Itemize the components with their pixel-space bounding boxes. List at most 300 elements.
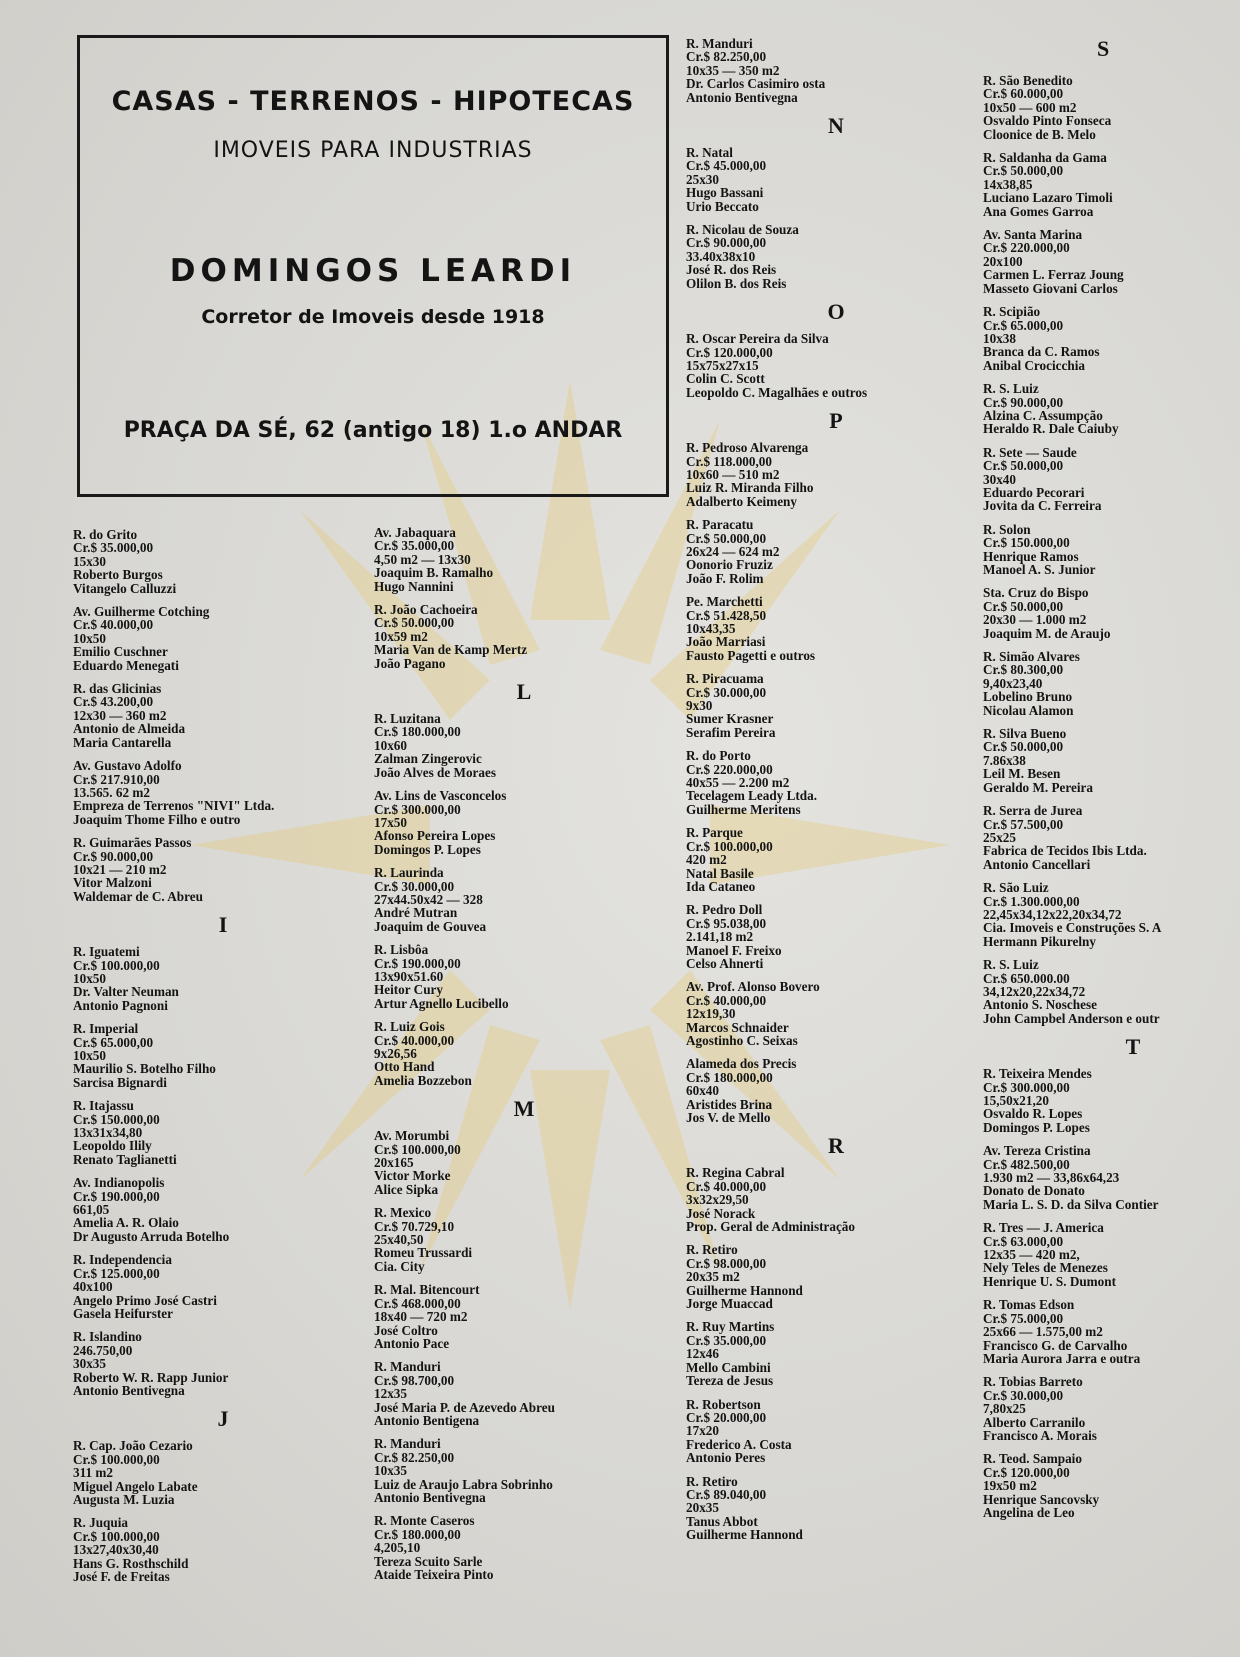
property-listing [374, 603, 674, 670]
listing-line: 18x40 — 720 m2 [374, 1309, 468, 1325]
listing-line: Luiz de Araujo Labra Sobrinho [374, 1476, 553, 1492]
listing-line: 17x50 [374, 814, 407, 830]
listing-line: 9x26,56 [374, 1046, 417, 1061]
property-listing [374, 789, 674, 856]
listing-line: Afonso Pereira Lopes [374, 828, 496, 844]
property-listing [686, 1243, 986, 1310]
property-listing [983, 382, 1240, 436]
listing-line: 40x100 [73, 1279, 113, 1295]
listing-line: Cr.$ 217.910,00 [73, 771, 160, 787]
listing-line: Tanus Abbot [686, 1513, 758, 1529]
listing-line: Marcos Schnaider [686, 1019, 789, 1035]
property-listing [983, 650, 1240, 717]
listing-line: Fausto Pagetti e outros [686, 647, 816, 663]
listing-line: 27x44.50x42 — 328 [374, 891, 483, 907]
listing-line: Leil M. Besen [983, 766, 1061, 782]
listing-line: 22,45x34,12x22,20x34,72 [983, 906, 1122, 922]
listing-line: Alice Sipka [374, 1181, 439, 1197]
listing-line: 9x30 [686, 698, 713, 714]
listing-line: Eduardo Pecorari [983, 484, 1085, 500]
section-letter: R [828, 1133, 844, 1159]
listing-line: Cr.$ 50.000,00 [983, 739, 1064, 755]
listing-address: Av. Gustavo Adolfo [73, 758, 182, 774]
listing-line: Frederico A. Costa [686, 1436, 792, 1452]
listing-line: Manoel A. S. Junior [983, 562, 1096, 577]
listing-line: Colin C. Scott [686, 371, 765, 387]
listing-address: Pe. Marchetti [686, 594, 763, 610]
listing-line: Cr.$ 50.000,00 [374, 615, 455, 631]
property-listing [686, 223, 986, 290]
listing-line: 4,50 m2 — 13x30 [374, 551, 471, 567]
property-listing [686, 1475, 986, 1542]
listing-line: Fabrica de Tecidos Ibis Ltda. [983, 843, 1147, 859]
listing-line: 15,50x21,20 [983, 1093, 1049, 1108]
listing-line: Olilon B. dos Reis [686, 275, 787, 291]
listing-line: Augusta M. Luzia [73, 1491, 175, 1507]
ad-subheadline: IMOVEIS PARA INDUSTRIAS [213, 138, 533, 163]
listing-line: Leopoldo C. Magalhães e outros [686, 384, 868, 400]
listing-address: R. Manduri [686, 36, 753, 51]
listing-address: R. Itajassu [73, 1098, 134, 1114]
listing-line: Renato Taglianetti [73, 1151, 177, 1167]
listing-line: Cr.$ 82.250,00 [686, 49, 767, 65]
listing-line: Guilherme Hannond [686, 1282, 803, 1298]
listing-line: Cr.$ 120.000,00 [983, 1464, 1070, 1480]
listing-address: R. Juquia [73, 1515, 128, 1531]
property-listing [983, 228, 1240, 295]
property-listing [73, 1099, 373, 1166]
listing-line: Antonio S. Noschese [983, 997, 1097, 1013]
listing-line: Jovita da C. Ferreira [983, 498, 1102, 514]
listing-line: 13x27,40x30,40 [73, 1542, 159, 1558]
listing-line: Cr.$ 30.000,00 [374, 878, 455, 894]
listing-line: Antonio Bentivegna [73, 1382, 185, 1398]
listing-line: Serafim Pereira [686, 724, 776, 740]
section-letter: J [217, 1406, 229, 1432]
listing-line: Joaquim de Gouvea [374, 918, 487, 934]
listing-line: Francisco G. de Carvalho [983, 1337, 1128, 1353]
listing-line: José Coltro [374, 1322, 438, 1338]
listing-address: R. Guimarães Passos [73, 835, 192, 851]
listing-address: R. Serra de Jurea [983, 803, 1083, 819]
listing-line: Cr.$ 60.000,00 [983, 86, 1064, 102]
property-listing [374, 1437, 674, 1504]
listing-line: Lobelino Bruno [983, 689, 1073, 705]
property-listing [73, 1176, 373, 1243]
property-listing [686, 595, 986, 662]
listing-line: 10x35 [374, 1463, 407, 1479]
listing-line: Cr.$ 150.000,00 [983, 535, 1070, 551]
listing-address: R. Lisbôa [374, 942, 429, 958]
listing-line: Cr.$ 190.000,00 [73, 1188, 160, 1204]
listing-line: Joaquim B. Ramalho [374, 565, 494, 581]
listing-address: R. Independencia [73, 1252, 172, 1268]
listing-line: 25x66 — 1.575,00 m2 [983, 1324, 1103, 1340]
listing-address: Av. Santa Marina [983, 227, 1083, 243]
property-listing [73, 759, 373, 826]
listing-address: R. Oscar Pereira da Silva [686, 331, 829, 347]
listing-line: Masseto Giovani Carlos [983, 280, 1118, 296]
section-letter: S [1097, 36, 1110, 61]
listing-address: R. Retiro [686, 1473, 738, 1489]
listing-line: Guilherme Hannond [686, 1527, 803, 1543]
listing-line: Cia. Imoveis e Construções S. A [983, 920, 1162, 936]
listing-line: Jos V. de Mello [686, 1110, 771, 1125]
listing-address: R. Regina Cabral [686, 1165, 785, 1181]
listing-line: Cloonice de B. Melo [983, 126, 1096, 142]
listing-line: 33.40x38x10 [686, 248, 756, 264]
listing-line: Cr.$ 125.000,00 [73, 1265, 160, 1281]
listing-line: Miguel Angelo Labate [73, 1478, 198, 1494]
listing-line: Cr.$ 75.000,00 [983, 1310, 1064, 1326]
listing-line: 10x60 — 510 m2 [686, 466, 780, 482]
listing-line: 1.930 m2 — 33,86x64,23 [983, 1170, 1120, 1186]
listing-line: Cr.$ 65.000,00 [73, 1034, 154, 1050]
listing-line: Maria L. S. D. da Silva Contier [983, 1196, 1159, 1212]
property-listing [686, 441, 986, 508]
listing-address: Sta. Cruz do Bispo [983, 585, 1089, 601]
property-listing [374, 1206, 674, 1273]
listing-line: Heraldo R. Dale Caiuby [983, 421, 1119, 437]
listing-line: João F. Rolim [686, 570, 764, 586]
listing-address: R. Teod. Sampaio [983, 1451, 1082, 1467]
listing-line: Cr.$ 120.000,00 [686, 344, 773, 360]
listing-line: Victor Morke [374, 1168, 451, 1184]
listing-line: Roberto Burgos [73, 567, 163, 583]
listing-address: R. Sete — Saude [983, 444, 1077, 460]
listing-line: 14x38,85 [983, 176, 1033, 192]
listing-address: R. S. Luiz [983, 957, 1039, 973]
section-letter: O [827, 299, 845, 325]
listing-stack [983, 74, 1240, 1519]
listing-line: Natal Basile [686, 865, 754, 881]
listing-line: Antonio Bentivegna [374, 1489, 486, 1505]
listing-line: 10x38 [983, 330, 1016, 346]
listing-address: R. Parque [686, 825, 743, 841]
property-listing [686, 1166, 986, 1233]
listing-line: 10x50 [73, 970, 106, 986]
listing-line: Vitangelo Calluzzi [73, 580, 177, 596]
listing-line: Nely Teles de Menezes [983, 1260, 1108, 1276]
property-listing [374, 712, 674, 779]
listing-line: Cr.$ 40.000,00 [686, 1178, 767, 1194]
property-listing [686, 332, 986, 399]
property-listing [374, 1129, 674, 1196]
listing-line: Cr.$ 89.040,00 [686, 1486, 767, 1502]
listing-address: R. das Glicinias [73, 681, 162, 697]
listing-line: Henrique U. S. Dumont [983, 1273, 1116, 1289]
listing-address: R. Piracuama [686, 671, 764, 687]
listing-line: Nicolau Alamon [983, 702, 1074, 718]
listing-line: João Marriasi [686, 634, 766, 650]
listing-line: Cr.$ 180.000,00 [374, 1526, 461, 1542]
listing-address: R. Scipião [983, 304, 1041, 320]
listing-line: Cr.$ 51.428,50 [686, 607, 767, 623]
listing-line: 2.141,18 m2 [686, 929, 754, 945]
listing-line: 13x90x51.60 [374, 968, 444, 984]
listing-line: Tereza de Jesus [686, 1373, 774, 1389]
listing-address: R. Tomas Edson [983, 1297, 1075, 1313]
listing-line: Maria Cantarella [73, 734, 172, 750]
listing-line: 7,80x25 [983, 1401, 1026, 1417]
property-listing [983, 305, 1240, 372]
listing-line: Hugo Nannini [374, 578, 454, 594]
listing-line: Cr.$ 50.000,00 [983, 458, 1064, 474]
listing-line: Antonio Peres [686, 1450, 766, 1466]
listing-line: Maurilio S. Botelho Filho [73, 1061, 216, 1077]
listing-line: 9,40x23,40 [983, 675, 1043, 691]
listing-address: R. Iguatemi [73, 944, 140, 960]
section-letter: T [1125, 1034, 1141, 1060]
ad-broker-name: DOMINGOS LEARDI [169, 253, 577, 289]
listing-line: Luciano Lazaro Timoli [983, 190, 1113, 206]
property-listing [983, 1144, 1240, 1211]
listing-line: 25x40,50 [374, 1232, 424, 1248]
property-listing [686, 749, 986, 816]
listing-line: Cr.$ 63.000,00 [983, 1233, 1064, 1249]
listing-line: José F. de Freitas [73, 1569, 170, 1584]
listing-line: Hugo Bassani [686, 185, 764, 201]
listing-line: 13x31x34,80 [73, 1125, 143, 1141]
property-listing [73, 528, 373, 595]
listing-line: Cr.$ 65.000,00 [983, 317, 1064, 333]
listing-line: Cr.$ 45.000,00 [686, 158, 767, 174]
listing-line: Ataide Teixeira Pinto [374, 1567, 494, 1582]
listing-line: Celso Ahnerti [686, 955, 764, 971]
listing-line: Eduardo Menegati [73, 657, 179, 673]
listing-line: 12x35 — 420 m2, [983, 1247, 1080, 1263]
listing-address: R. Saldanha da Gama [983, 150, 1107, 166]
listing-line: Sumer Krasner [686, 711, 774, 727]
listing-line: Cr.$ 57.500,00 [983, 816, 1064, 832]
property-listing [686, 518, 986, 585]
listing-line: Cia. City [374, 1258, 425, 1274]
listing-line: 25x25 [983, 829, 1016, 845]
listing-line: Mello Cambini [686, 1359, 771, 1375]
listing-line: 34,12x20,22x34,72 [983, 983, 1086, 999]
listing-line: Dr. Valter Neuman [73, 984, 179, 1000]
property-listing [983, 586, 1240, 640]
property-listing [73, 605, 373, 672]
property-listing [73, 1253, 373, 1320]
property-listing [983, 1298, 1240, 1365]
listing-line: Cr.$ 300.000,00 [374, 801, 461, 817]
listing-line: Cr.$ 82.250,00 [374, 1449, 455, 1465]
listing-line: Francisco A. Morais [983, 1427, 1097, 1443]
listing-line: Domingos P. Lopes [983, 1119, 1090, 1135]
listing-line: Hermann Pikurelny [983, 933, 1096, 949]
listing-line: 10x21 — 210 m2 [73, 861, 167, 877]
listing-line: 17x20 [686, 1423, 719, 1439]
listing-line: 661,05 [73, 1202, 110, 1218]
listing-line: Urio Beccato [686, 198, 759, 214]
listing-address: R. Cap. João Cezario [73, 1438, 193, 1454]
section-letter: P [829, 408, 843, 434]
listing-line: 25x30 [686, 171, 719, 187]
listing-line: 15x30 [73, 553, 106, 569]
property-listing [686, 1398, 986, 1465]
property-listing [983, 1452, 1240, 1519]
listing-line: Osvaldo R. Lopes [983, 1106, 1083, 1122]
listing-line: Angelina de Leo [983, 1504, 1075, 1520]
listing-line: 20x30 — 1.000 m2 [983, 612, 1087, 628]
listing-line: Ida Cataneo [686, 878, 756, 894]
listing-address: Av. Lins de Vasconcelos [374, 788, 507, 804]
listing-line: 60x40 [686, 1083, 719, 1099]
listing-address: Av. Jabaquara [374, 525, 456, 540]
listing-line: 12x30 — 360 m2 [73, 707, 167, 723]
listing-line: Joaquim M. de Araujo [983, 625, 1111, 641]
listing-line: Heitor Cury [374, 982, 443, 998]
property-listing [983, 1221, 1240, 1288]
listing-line: Cr.$ 220.000,00 [686, 761, 773, 777]
property-listing [983, 881, 1240, 948]
listing-line: Maria Van de Kamp Mertz [374, 642, 528, 658]
listing-line: Antonio Pace [374, 1335, 450, 1351]
listing-line: Cr.$ 100.000,00 [374, 1141, 461, 1157]
listing-address: R. Manduri [374, 1436, 441, 1452]
property-listing [73, 945, 373, 1012]
section-letter: M [513, 1096, 535, 1122]
property-listing [374, 943, 674, 1010]
listing-line: Cr.$ 43.200,00 [73, 694, 154, 710]
property-listing [983, 804, 1240, 871]
listing-line: Cr.$ 40.000,00 [73, 617, 154, 633]
listing-line: Cr.$ 220.000,00 [983, 240, 1070, 256]
listing-line: Donato de Donato [983, 1183, 1085, 1199]
listing-line: José Maria P. de Azevedo Abreu [374, 1399, 555, 1415]
listing-line: 12x46 [686, 1346, 719, 1362]
listing-address: R. Silva Bueno [983, 726, 1067, 742]
listing-line: Cr.$ 190.000,00 [374, 955, 461, 971]
listing-line: 3x32x29,50 [686, 1192, 749, 1208]
listing-line: José R. dos Reis [686, 262, 777, 278]
listing-line: Osvaldo Pinto Fonseca [983, 113, 1112, 129]
listing-line: Cr.$ 118.000,00 [686, 453, 772, 469]
listing-address: R. Tobias Barreto [983, 1374, 1083, 1390]
listing-line: Cr.$ 70.729,10 [374, 1218, 455, 1234]
listing-line: Amelia Bozzebon [374, 1072, 472, 1088]
listing-line: Dr. Carlos Casimiro osta [686, 76, 826, 92]
listing-address: R. Islandino [73, 1329, 142, 1345]
property-listing [374, 1514, 674, 1581]
property-listing [686, 672, 986, 739]
listing-address: R. Pedroso Alvarenga [686, 440, 809, 456]
listing-address: R. Mexico [374, 1205, 432, 1221]
listing-address: Alameda dos Precis [686, 1056, 797, 1072]
listing-line: Luiz R. Miranda Filho [686, 480, 814, 496]
listing-line: 20x35 m2 [686, 1269, 740, 1285]
listing-line: 246.750,00 [73, 1342, 133, 1358]
property-listing [983, 446, 1240, 513]
listing-line: Cr.$ 35.000,00 [686, 1332, 767, 1348]
listing-address: R. Ruy Martins [686, 1319, 775, 1335]
advertisement-box [77, 35, 669, 497]
listing-address: R. Natal [686, 145, 733, 161]
listing-line: Cr.$ 180.000,00 [374, 724, 461, 740]
property-listing [686, 826, 986, 893]
listing-line: Roberto W. R. Rapp Junior [73, 1369, 229, 1385]
listing-line: Guilherme Meritens [686, 801, 801, 817]
listing-line: Antonio de Almeida [73, 721, 186, 737]
listing-address: Av. Tereza Cristina [983, 1143, 1091, 1159]
listing-address: R. Tres — J. America [983, 1220, 1104, 1236]
listing-address: R. do Grito [73, 527, 138, 542]
listing-line: 26x24 — 624 m2 [686, 543, 780, 559]
listing-column-3 [686, 37, 986, 1552]
property-listing [983, 151, 1240, 218]
listing-line: Aristides Brina [686, 1096, 773, 1112]
listing-line: 13.565. 62 m2 [73, 784, 150, 800]
property-listing [73, 1516, 373, 1583]
property-listing [983, 1067, 1240, 1134]
listing-address: R. Monte Caseros [374, 1513, 475, 1529]
listing-address: R. S. Luiz [983, 381, 1039, 397]
listing-line: Angelo Primo José Castri [73, 1292, 217, 1308]
listing-address: Av. Indianopolis [73, 1175, 165, 1191]
listing-line: Cr.$ 30.000,00 [686, 684, 767, 700]
listing-line: 15x75x27x15 [686, 357, 759, 373]
property-listing [983, 727, 1240, 794]
listing-line: Cr.$ 40.000,00 [374, 1032, 455, 1048]
listing-line: Henrique Ramos [983, 548, 1079, 564]
listing-line: João Alves de Moraes [374, 764, 496, 780]
listing-address: R. Manduri [374, 1359, 441, 1375]
listing-line: Sarcisa Bignardi [73, 1074, 167, 1090]
listing-address: R. Retiro [686, 1242, 738, 1258]
listing-line: Prop. Geral de Administração [686, 1219, 855, 1235]
listing-line: Cr.$ 35.000,00 [73, 540, 154, 556]
listing-line: 12x35 [374, 1386, 407, 1402]
listing-address: R. Solon [983, 521, 1031, 537]
listing-line: 19x50 m2 [983, 1478, 1037, 1494]
listing-address: R. Pedro Doll [686, 902, 763, 918]
listing-line: John Campbel Anderson e outr [983, 1010, 1160, 1026]
listing-address: R. Robertson [686, 1396, 761, 1412]
property-listing [686, 1320, 986, 1387]
listing-line: Leopoldo Ilily [73, 1138, 152, 1154]
listing-line: João Pagano [374, 655, 446, 671]
listing-line: 10x50 — 600 m2 [983, 99, 1077, 115]
listing-line: Cr.$ 50.000,00 [686, 530, 767, 546]
listing-line: Antonio Cancellari [983, 856, 1091, 872]
listing-address: Av. Guilherme Cotching [73, 604, 210, 620]
listing-line: Antonio Pagnoni [73, 997, 168, 1013]
property-listing [73, 836, 373, 903]
listing-line: 12x19,30 [686, 1006, 736, 1022]
listing-line: Cr.$ 35.000,00 [374, 538, 455, 554]
listing-line: Tecelagem Leady Ltda. [686, 788, 818, 804]
listing-address: R. João Cachoeira [374, 602, 478, 618]
listing-line: Cr.$ 98.700,00 [374, 1372, 455, 1388]
property-listing [374, 866, 674, 933]
ad-tagline: Corretor de Imoveis desde 1918 [201, 306, 545, 328]
listing-column-1 [73, 528, 373, 1593]
property-listing [73, 1439, 373, 1506]
listing-line: 10x60 [374, 737, 407, 753]
listing-line: 311 m2 [73, 1465, 113, 1481]
listing-line: Manoel F. Freixo [686, 942, 782, 958]
listing-address: R. Teixeira Mendes [983, 1066, 1092, 1082]
listing-line: Cr.$ 650.000.00 [983, 970, 1070, 986]
property-listing [686, 903, 986, 970]
listing-line: Maria Aurora Jarra e outra [983, 1350, 1141, 1366]
property-listing [374, 526, 674, 593]
listing-line: Cr.$ 1.300.000,00 [983, 893, 1080, 909]
listing-line: Oonorio Fruziz [686, 557, 773, 573]
listing-line: Cr.$ 90.000,00 [686, 235, 767, 251]
listing-line: 10x43,35 [686, 621, 736, 636]
